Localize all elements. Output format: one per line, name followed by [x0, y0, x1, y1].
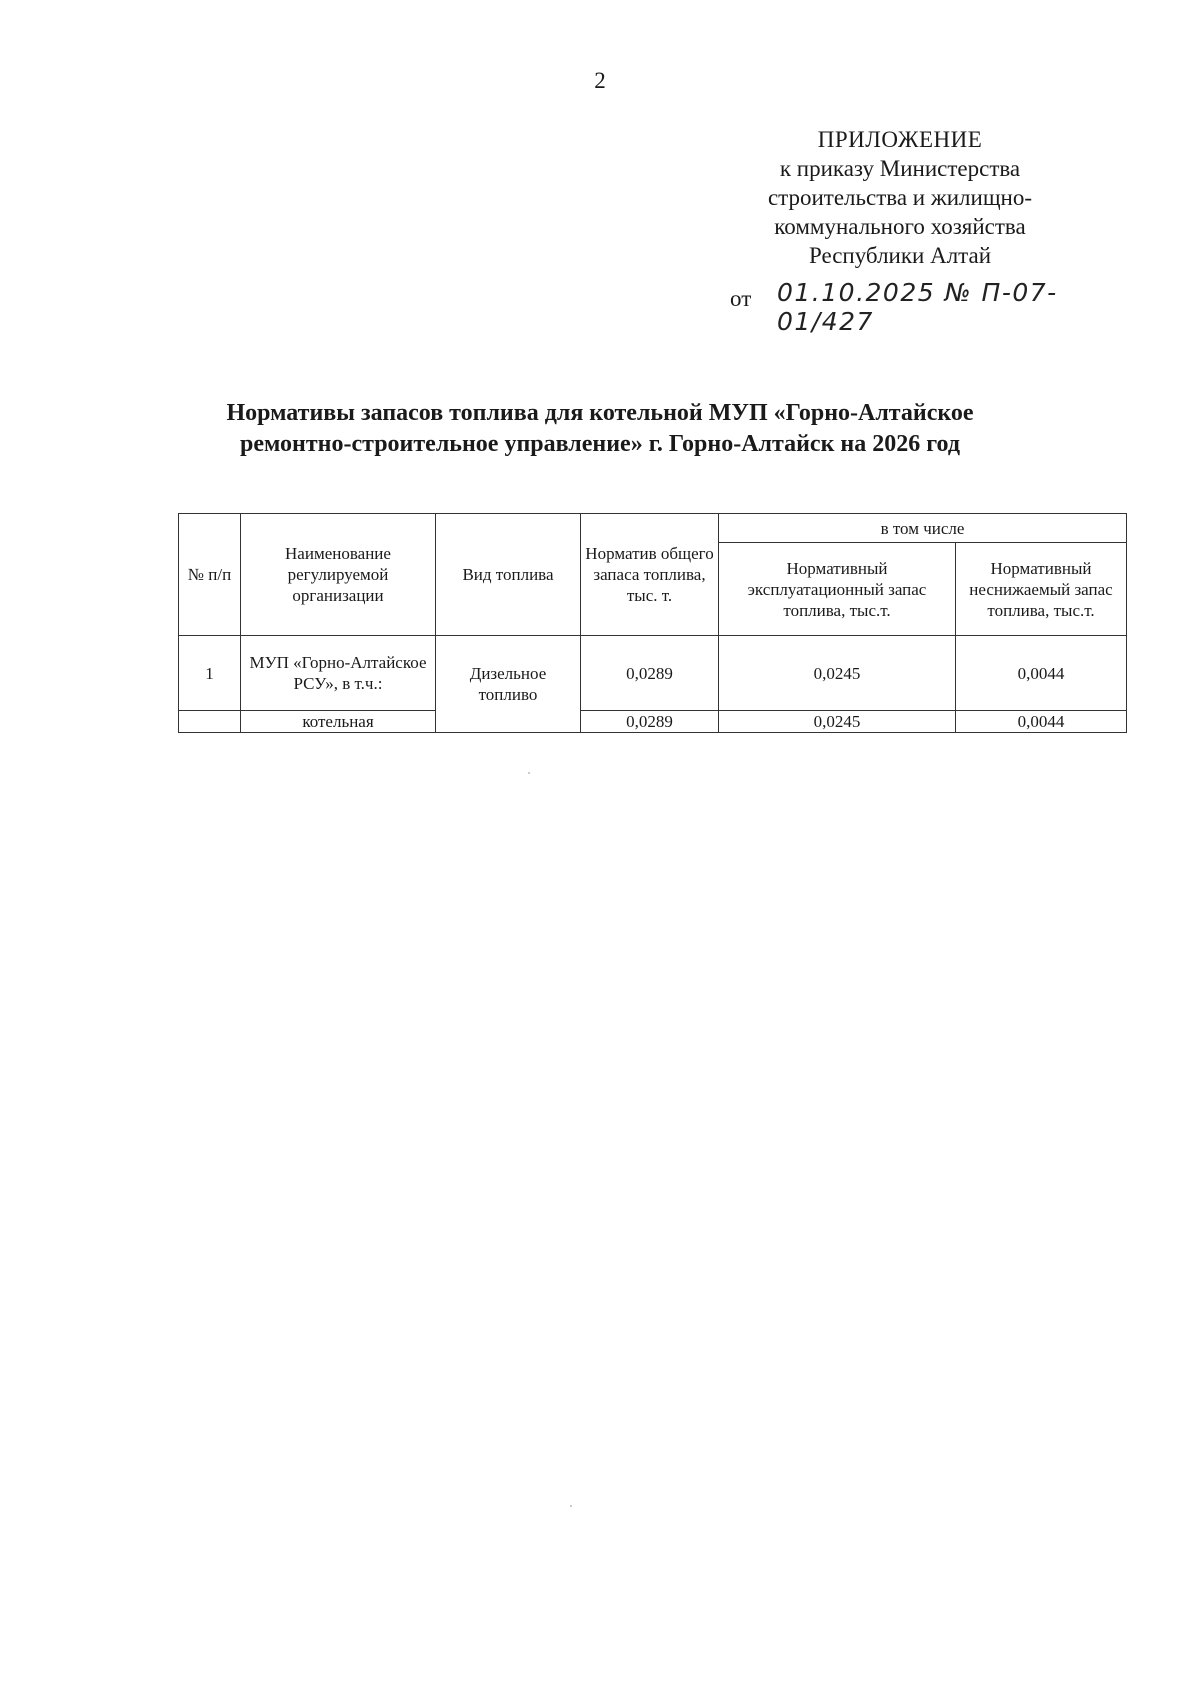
table-row — [179, 711, 1127, 733]
scan-speck — [570, 1505, 572, 1507]
appendix-line: строительства и жилищно- — [767, 185, 1033, 210]
cell-no: 1 — [179, 636, 241, 711]
fuel-reserves-table — [178, 513, 1127, 733]
cell-operational-reserve: 0,0245 — [719, 711, 956, 733]
scan-speck — [528, 772, 530, 774]
appendix-block — [690, 125, 1110, 270]
appendix-line: к приказу Министерства — [779, 156, 1021, 181]
cell-minimum-reserve: 0,0044 — [956, 711, 1127, 733]
cell-organization: МУП «Горно-Алтайское РСУ», в т.ч.: — [241, 636, 436, 711]
appendix-line: Республики Алтай — [808, 243, 992, 268]
header-no: № п/п — [179, 514, 241, 636]
page-number: 2 — [594, 68, 606, 93]
header-fuel-type: Вид топлива — [436, 514, 581, 636]
order-reference — [730, 278, 1130, 336]
cell-no — [179, 711, 241, 733]
table-header-row — [179, 514, 1127, 543]
header-including: в том числе — [719, 514, 1127, 543]
cell-total-reserve: 0,0289 — [581, 636, 719, 711]
cell-minimum-reserve: 0,0044 — [956, 636, 1127, 711]
cell-total-reserve: 0,0289 — [581, 711, 719, 733]
appendix-title: ПРИЛОЖЕНИЕ — [817, 127, 983, 152]
header-organization: Наименование регулируемой организации — [241, 514, 436, 636]
order-prefix: от — [730, 286, 752, 311]
handwritten-order-date-number: 01.10.2025 № П-07-01/427 — [777, 278, 1058, 336]
cell-organization: котельная — [241, 711, 436, 733]
header-operational-reserve: Нормативный эксплуатационный запас топлива, тыс.т. — [719, 543, 956, 636]
cell-fuel-type: Дизельное топливо — [436, 636, 581, 733]
table-row — [179, 636, 1127, 711]
appendix-line: коммунального хозяйства — [774, 214, 1026, 239]
cell-operational-reserve: 0,0245 — [719, 636, 956, 711]
document-title-line: ремонтно-строительное управление» г. Горно-Алтайск на 2026 год — [240, 431, 960, 457]
header-total-reserve: Норматив общего запаса топлива, тыс. т. — [581, 514, 719, 636]
document-title-line: Нормативы запасов топлива для котельной МУП «Горно-Алтайское — [226, 400, 974, 426]
header-minimum-reserve: Нормативный неснижаемый запас топлива, тыс.т. — [956, 543, 1127, 636]
document-title — [150, 398, 1050, 460]
